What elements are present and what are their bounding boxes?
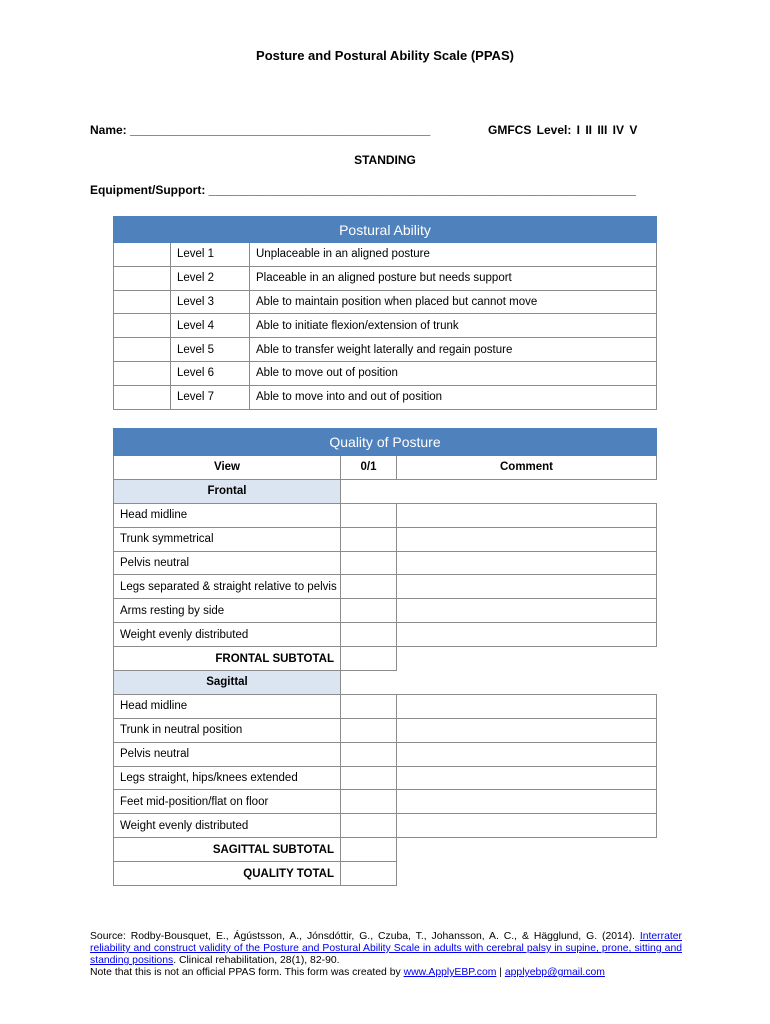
table-row (114, 814, 657, 838)
link-separator: | (496, 967, 505, 978)
posture-item: Legs separated & straight relative to pelvis (114, 575, 341, 599)
ability-check-cell[interactable] (114, 314, 171, 338)
page-title: Posture and Postural Ability Scale (PPAS) (256, 48, 514, 63)
citation-text: Source: Rodby-Bousquet, E., Ágústsson, A., Jónsdóttir, G., Czuba, T., Johansson, A. C., & Hägglund, G. (2014). (90, 931, 640, 942)
ability-description: Unplaceable in an aligned posture (250, 243, 657, 267)
source-citation (90, 931, 682, 979)
subtotal-spacer (397, 838, 657, 862)
ability-check-cell[interactable] (114, 290, 171, 314)
table-row (114, 551, 657, 575)
email-link[interactable]: applyebp@gmail.com (504, 967, 605, 978)
comment-cell[interactable] (397, 623, 657, 647)
total-spacer (397, 862, 657, 886)
score-cell[interactable] (341, 718, 397, 742)
score-cell[interactable] (341, 623, 397, 647)
table-row (114, 599, 657, 623)
ability-row (114, 243, 657, 267)
sagittal-subtotal-row (114, 838, 657, 862)
posture-item: Feet mid-position/flat on floor (114, 790, 341, 814)
comment-cell[interactable] (397, 575, 657, 599)
posture-item: Pelvis neutral (114, 742, 341, 766)
frontal-section-row (114, 479, 657, 503)
table-row (114, 766, 657, 790)
comment-cell[interactable] (397, 718, 657, 742)
posture-item: Head midline (114, 503, 341, 527)
sagittal-section-row (114, 671, 657, 695)
score-cell[interactable] (341, 814, 397, 838)
name-field-label: Name: _____________________________________________ (90, 123, 431, 137)
quality-total-row (114, 862, 657, 886)
frontal-section-label: Frontal (114, 479, 341, 503)
ability-row (114, 385, 657, 409)
form-note: Note that this is not an official PPAS form. This form was created by (90, 967, 404, 978)
score-cell[interactable] (341, 790, 397, 814)
comment-cell[interactable] (397, 814, 657, 838)
table-row (114, 503, 657, 527)
postural-ability-table (113, 216, 657, 410)
score-cell[interactable] (341, 551, 397, 575)
gmfcs-level-label: GMFCS Level: I II III IV V (488, 123, 638, 137)
posture-item: Arms resting by side (114, 599, 341, 623)
position-heading: STANDING (354, 153, 416, 167)
score-column-header: 0/1 (341, 456, 397, 480)
equipment-field-label: Equipment/Support: ________________________________________________________________ (90, 183, 636, 197)
ability-row (114, 266, 657, 290)
posture-item: Head midline (114, 694, 341, 718)
table-row (114, 790, 657, 814)
ability-level: Level 4 (171, 314, 250, 338)
postural-ability-header: Postural Ability (114, 217, 657, 243)
citation-journal: . Clinical rehabilitation, 28(1), 82-90. (173, 955, 340, 966)
comment-cell[interactable] (397, 742, 657, 766)
score-cell[interactable] (341, 766, 397, 790)
ability-level: Level 2 (171, 266, 250, 290)
score-cell[interactable] (341, 742, 397, 766)
ability-check-cell[interactable] (114, 361, 171, 385)
ability-level: Level 6 (171, 361, 250, 385)
ability-level: Level 1 (171, 243, 250, 267)
comment-cell[interactable] (397, 694, 657, 718)
score-cell[interactable] (341, 694, 397, 718)
comment-column-header: Comment (397, 456, 657, 480)
posture-item: Pelvis neutral (114, 551, 341, 575)
table-row (114, 575, 657, 599)
ability-description: Able to move out of position (250, 361, 657, 385)
ability-row (114, 361, 657, 385)
ability-row (114, 290, 657, 314)
ability-description: Placeable in an aligned posture but needs support (250, 266, 657, 290)
table-row (114, 527, 657, 551)
ability-description: Able to initiate flexion/extension of trunk (250, 314, 657, 338)
posture-item: Weight evenly distributed (114, 814, 341, 838)
ability-description: Able to maintain position when placed but cannot move (250, 290, 657, 314)
section-spacer (341, 671, 657, 695)
ability-description: Able to move into and out of position (250, 385, 657, 409)
posture-item: Weight evenly distributed (114, 623, 341, 647)
view-column-header: View (114, 456, 341, 480)
comment-cell[interactable] (397, 551, 657, 575)
quality-of-posture-table (113, 428, 657, 886)
section-spacer (341, 479, 657, 503)
comment-cell[interactable] (397, 527, 657, 551)
quality-of-posture-header: Quality of Posture (114, 429, 657, 456)
website-link[interactable]: www.ApplyEBP.com (403, 967, 497, 978)
ability-check-cell[interactable] (114, 385, 171, 409)
ability-row (114, 314, 657, 338)
ability-check-cell[interactable] (114, 266, 171, 290)
score-cell[interactable] (341, 527, 397, 551)
article-link[interactable]: Interrater reliability and construct validity of the Posture and Postural Ability Scale in adults with cerebral palsy in supine, prone, sitting and standing positions (90, 931, 682, 966)
table-row (114, 694, 657, 718)
ability-check-cell[interactable] (114, 243, 171, 267)
table-row (114, 623, 657, 647)
ability-check-cell[interactable] (114, 338, 171, 362)
subtotal-score-cell[interactable] (341, 838, 397, 862)
comment-cell[interactable] (397, 599, 657, 623)
posture-item: Legs straight, hips/knees extended (114, 766, 341, 790)
subtotal-score-cell[interactable] (341, 647, 397, 671)
comment-cell[interactable] (397, 503, 657, 527)
quality-total-label: QUALITY TOTAL (114, 862, 341, 886)
comment-cell[interactable] (397, 790, 657, 814)
comment-cell[interactable] (397, 766, 657, 790)
score-cell[interactable] (341, 503, 397, 527)
ability-level: Level 3 (171, 290, 250, 314)
score-cell[interactable] (341, 599, 397, 623)
ability-description: Able to transfer weight laterally and regain posture (250, 338, 657, 362)
total-score-cell[interactable] (341, 862, 397, 886)
ability-row (114, 338, 657, 362)
ability-level: Level 7 (171, 385, 250, 409)
posture-item: Trunk symmetrical (114, 527, 341, 551)
posture-item: Trunk in neutral position (114, 718, 341, 742)
ability-level: Level 5 (171, 338, 250, 362)
score-cell[interactable] (341, 575, 397, 599)
sagittal-subtotal-label: SAGITTAL SUBTOTAL (114, 838, 341, 862)
table-row (114, 742, 657, 766)
table-row (114, 718, 657, 742)
frontal-subtotal-row (114, 647, 657, 671)
subtotal-spacer (397, 647, 657, 671)
frontal-subtotal-label: FRONTAL SUBTOTAL (114, 647, 341, 671)
sagittal-section-label: Sagittal (114, 671, 341, 695)
